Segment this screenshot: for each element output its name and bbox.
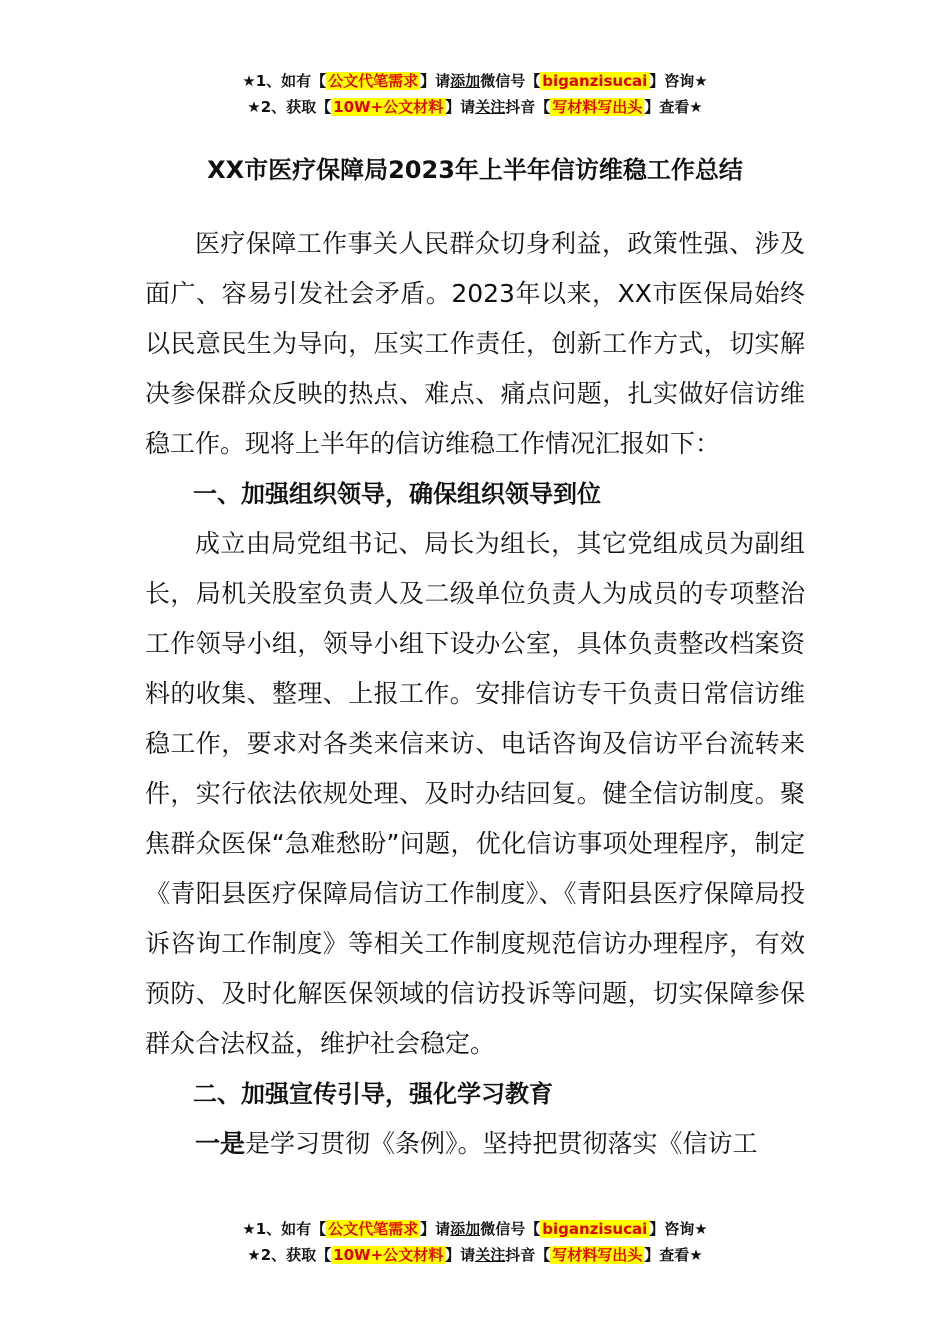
promo-text: 抖音【 xyxy=(505,1246,551,1264)
promo-text: 2、获取【 xyxy=(260,98,332,116)
promo-text: 1、如有【 xyxy=(255,72,327,90)
promo-text: 】请 xyxy=(445,98,476,116)
promo-text: 2、获取【 xyxy=(260,1246,332,1264)
page-title: XX市医疗保障局2023年上半年信访维稳工作总结 xyxy=(207,156,743,184)
section-2-paragraph xyxy=(145,1119,805,1169)
promo-text: 】请 xyxy=(445,1246,476,1264)
douyin-id-highlight: 写材料写出头 xyxy=(552,98,643,116)
promo-text: 1、如有【 xyxy=(255,1220,327,1238)
promo-line-2 xyxy=(0,94,950,120)
promo-highlight: 10W+公文材料 xyxy=(333,1246,444,1264)
promo-line-2 xyxy=(0,1242,950,1268)
section-1-paragraph: 成立由局党组书记、局长为组长，其它党组成员为副组长，局机关股室负责人及二级单位负责人为成员的专项整治工作领导小组，领导小组下设办公室，具体负责整改档案资料的收集、整理、上报工作。安排信访专干负责日常信访维稳工作，要求对各类来信来访、电话咨询及信访平台流转来件，实行依法依规处理、及时办结回复。健全信访制度。聚焦群众医保“急难愁盼”问题，优化信访事项处理程序，制定《青阳县医疗保障局信访工作制度》、《青阳县医疗保障局投诉咨询工作制度》等相关工作制度规范信访办理程序，有效预防、及时化解医保领域的信访投诉等问题，切实保障参保群众合法权益，维护社会稳定。 xyxy=(145,529,805,1058)
document-body xyxy=(145,219,805,1169)
promo-line-1 xyxy=(0,68,950,94)
section-1-heading: 一、加强组织领导，确保组织领导到位 xyxy=(193,480,601,508)
wechat-id-highlight: biganzisucai xyxy=(542,1220,648,1238)
promo-highlight: 10W+公文材料 xyxy=(333,98,444,116)
promo-text: 】请 xyxy=(420,72,451,90)
promo-underline: 关注 xyxy=(475,1246,506,1264)
section-2-text: 是学习贯彻《条例》。坚持把贯彻落实《信访工 xyxy=(245,1129,758,1158)
star-icon: ★ xyxy=(242,72,256,90)
star-icon: ★ xyxy=(689,1246,703,1264)
promo-underline: 添加 xyxy=(450,1220,481,1238)
star-icon: ★ xyxy=(689,98,703,116)
promo-highlight: 公文代笔需求 xyxy=(328,1220,419,1238)
douyin-id-highlight: 写材料写出头 xyxy=(552,1246,643,1264)
promo-text: 】查看 xyxy=(644,98,690,116)
promo-text: 】咨询 xyxy=(649,72,695,90)
intro-paragraph: 医疗保障工作事关人民群众切身利益，政策性强、涉及面广、容易引发社会矛盾。2023年以来，XX市医保局始终以民意民生为导向，压实工作责任，创新工作方式，切实解决参保群众反映的热点、难点、痛点问题，扎实做好信访维稳工作。现将上半年的信访维稳工作情况汇报如下： xyxy=(145,229,805,458)
promo-underline: 关注 xyxy=(475,98,506,116)
promo-text: 微信号【 xyxy=(480,1220,541,1238)
section-2-heading: 二、加强宣传引导，强化学习教育 xyxy=(193,1080,553,1108)
section-2-lead: 一是 xyxy=(195,1129,246,1158)
star-icon: ★ xyxy=(247,98,261,116)
star-icon: ★ xyxy=(247,1246,261,1264)
star-icon: ★ xyxy=(242,1220,256,1238)
promo-line-1 xyxy=(0,1216,950,1242)
promo-text: 】咨询 xyxy=(649,1220,695,1238)
promo-highlight: 公文代笔需求 xyxy=(328,72,419,90)
promo-text: 】查看 xyxy=(644,1246,690,1264)
wechat-id-highlight: biganzisucai xyxy=(542,72,648,90)
promo-banner-bottom xyxy=(0,1216,950,1268)
star-icon: ★ xyxy=(694,1220,708,1238)
promo-text: 微信号【 xyxy=(480,72,541,90)
promo-text: 】请 xyxy=(420,1220,451,1238)
promo-underline: 添加 xyxy=(450,72,481,90)
promo-banner-top xyxy=(0,68,950,120)
star-icon: ★ xyxy=(694,72,708,90)
promo-text: 抖音【 xyxy=(505,98,551,116)
